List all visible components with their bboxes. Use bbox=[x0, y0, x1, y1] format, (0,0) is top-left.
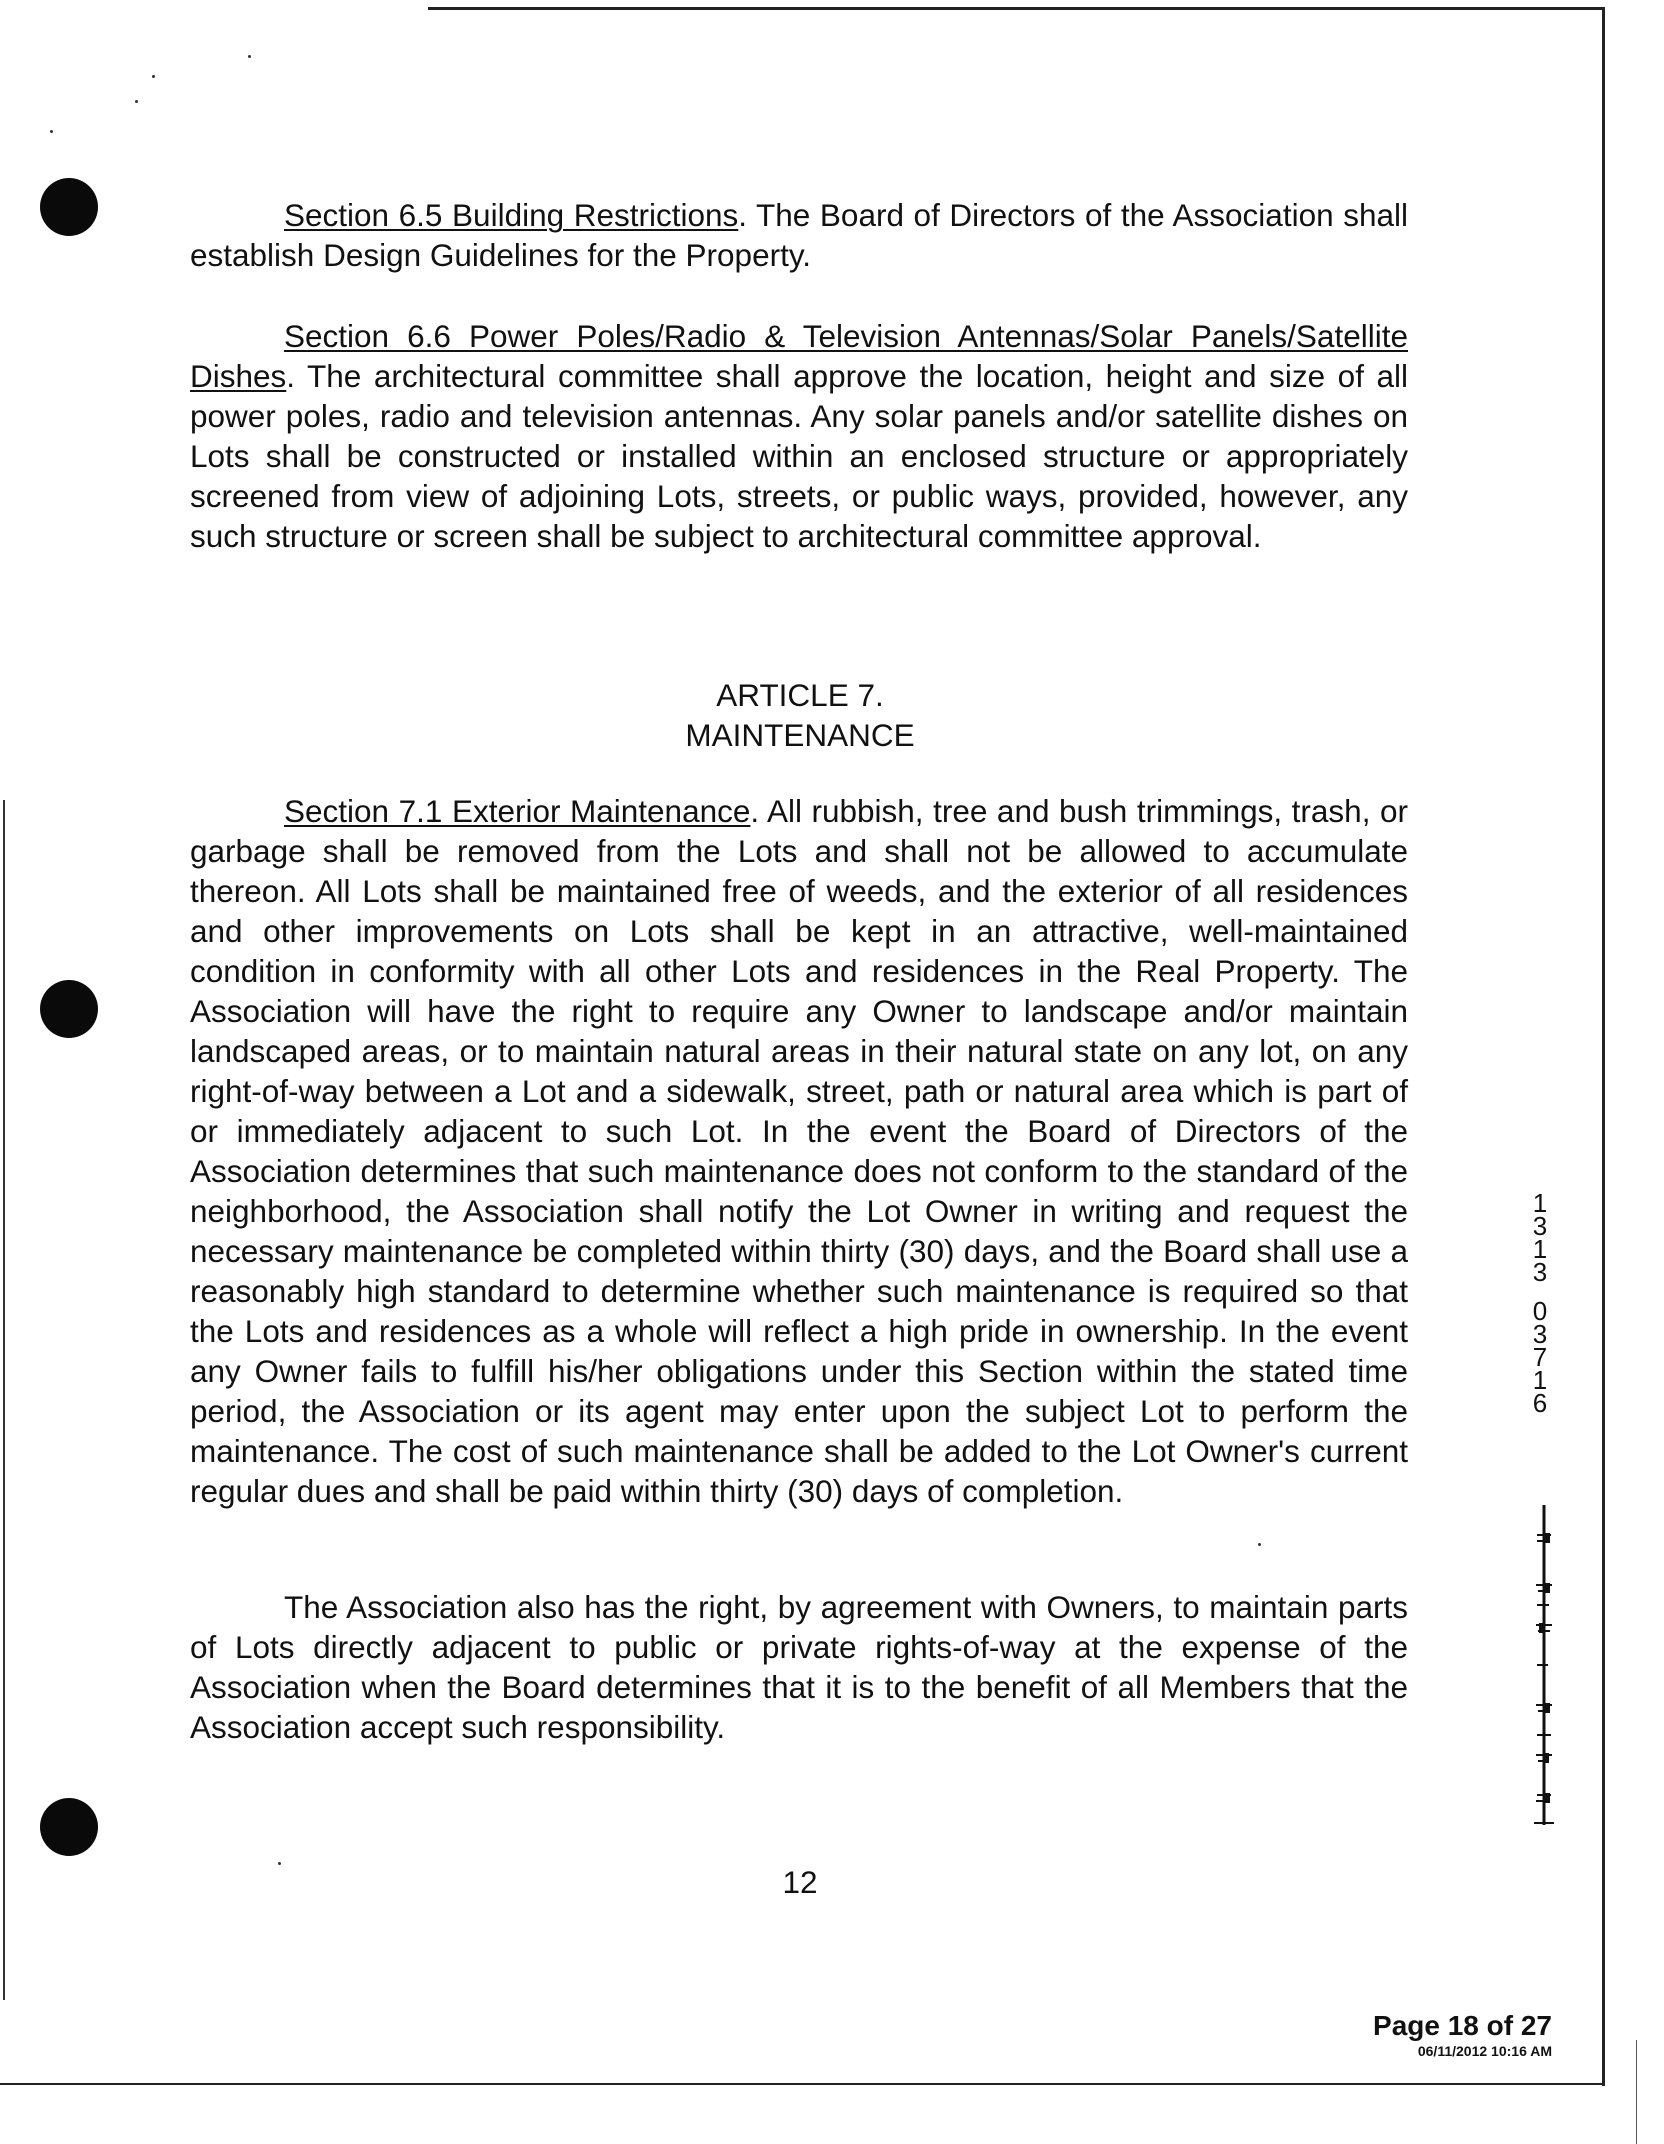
section-7-1-text: . All rubbish, tree and bush trimmings, trash, or garbage shall be removed from the Lots and shall not be allowed to accumulate thereon. All Lots shall be maintained free of weeds, and the exterior of all residences and other improvements on Lots shall be kept in an attractive, well-maintained condition in conformity with all other Lots and residences in the Real Property. The Association will have the right to require any Owner to landscape and/or maintain landscaped areas, or to maintain natural areas in their natural state on any lot, on any right-of-way between a Lot and a sidewalk, street, path or natural area which is part of or immediately adjacent to such Lot. In the event the Board of Directors of the Association determines that such maintenance does not conform to the standard of the neighborhood, the Association shall notify the Lot Owner in writing and request the necessary maintenance be completed within thirty (30) days, and the Board shall use a reasonably high standard to determine whether such maintenance is required so that the Lots and residences as a whole will reflect a high pride in ownership. In the event any Owner fails to fulfill his/her obligations under this Section within the stated time period, the Association or its agent may enter upon the subject Lot to perform the maintenance. The cost of such maintenance shall be added to the Lot Owner's current regular dues and shall be paid within thirty (30) days of completion. bbox=[190, 793, 1408, 1509]
section-6-5-text: . The Board of Directors of the Association shall establish Design Guidelines for the Property. bbox=[190, 197, 1408, 273]
scan-edge-line bbox=[1636, 2040, 1637, 2144]
stamp-char: 6 bbox=[1532, 1388, 1548, 1418]
scan-speck bbox=[152, 75, 155, 78]
stamp-char: 3 bbox=[1532, 1319, 1548, 1349]
footer-timestamp: 06/11/2012 10:16 AM bbox=[1417, 2043, 1552, 2059]
page-number: 12 bbox=[782, 1864, 818, 1900]
stamp-char: 0 bbox=[1532, 1296, 1548, 1326]
punch-hole-top bbox=[40, 178, 98, 236]
article-number: ARTICLE 7. bbox=[716, 677, 884, 713]
scan-speck bbox=[278, 1862, 281, 1865]
scan-speck bbox=[50, 130, 53, 133]
stamp-char: 1 bbox=[1532, 1234, 1548, 1264]
page-border-top bbox=[428, 7, 1605, 10]
stamp-char: 3 bbox=[1532, 1211, 1548, 1241]
section-6-6-heading: Section 6.6 Power Poles/Radio & Television Antennas/Solar Panels/Satellite Dishes bbox=[190, 318, 1408, 394]
barcode-stamp bbox=[1524, 1505, 1564, 1825]
section-7-1 bbox=[190, 791, 1408, 1511]
stamp-char: 3 bbox=[1532, 1257, 1548, 1287]
section-6-6 bbox=[190, 316, 1408, 556]
scan-speck bbox=[135, 100, 138, 103]
section-7-1-continuation: The Association also has the right, by agreement with Owners, to maintain parts of Lots directly adjacent to public or private rights-of-way at the expense of the Association when the Board determines that it is to the benefit of all Members that the Association accept such responsibility. bbox=[190, 1589, 1408, 1745]
stamp-char: 7 bbox=[1532, 1342, 1548, 1372]
scan-speck bbox=[1258, 1543, 1261, 1546]
page-border-right bbox=[1602, 7, 1605, 2086]
stamp-char: 1 bbox=[1532, 1365, 1548, 1395]
page-border-bottom bbox=[0, 2083, 1605, 2085]
article-title: MAINTENANCE bbox=[685, 717, 915, 753]
recording-stamp bbox=[1522, 1188, 1558, 1418]
section-6-6-text: . The architectural committee shall approve the location, height and size of all power poles, radio and television antennas. Any solar panels and/or satellite dishes on Lots shall be constructed or installed within an enclosed structure or appropriately screened from view of adjoining Lots, streets, or public ways, provided, however, any such structure or screen shall be subject to architectural committee approval. bbox=[190, 358, 1408, 554]
section-7-1-heading: Section 7.1 Exterior Maintenance bbox=[284, 793, 751, 829]
scan-speck bbox=[248, 55, 251, 58]
punch-hole-bottom bbox=[40, 1798, 98, 1856]
stamp-char: 1 bbox=[1532, 1188, 1548, 1218]
section-6-5-heading: Section 6.5 Building Restrictions bbox=[284, 197, 739, 233]
section-6-5 bbox=[190, 195, 1408, 275]
page-border-left bbox=[3, 800, 5, 2000]
punch-hole-middle bbox=[40, 980, 98, 1038]
footer-page-count: Page 18 of 27 bbox=[1373, 2010, 1552, 2041]
